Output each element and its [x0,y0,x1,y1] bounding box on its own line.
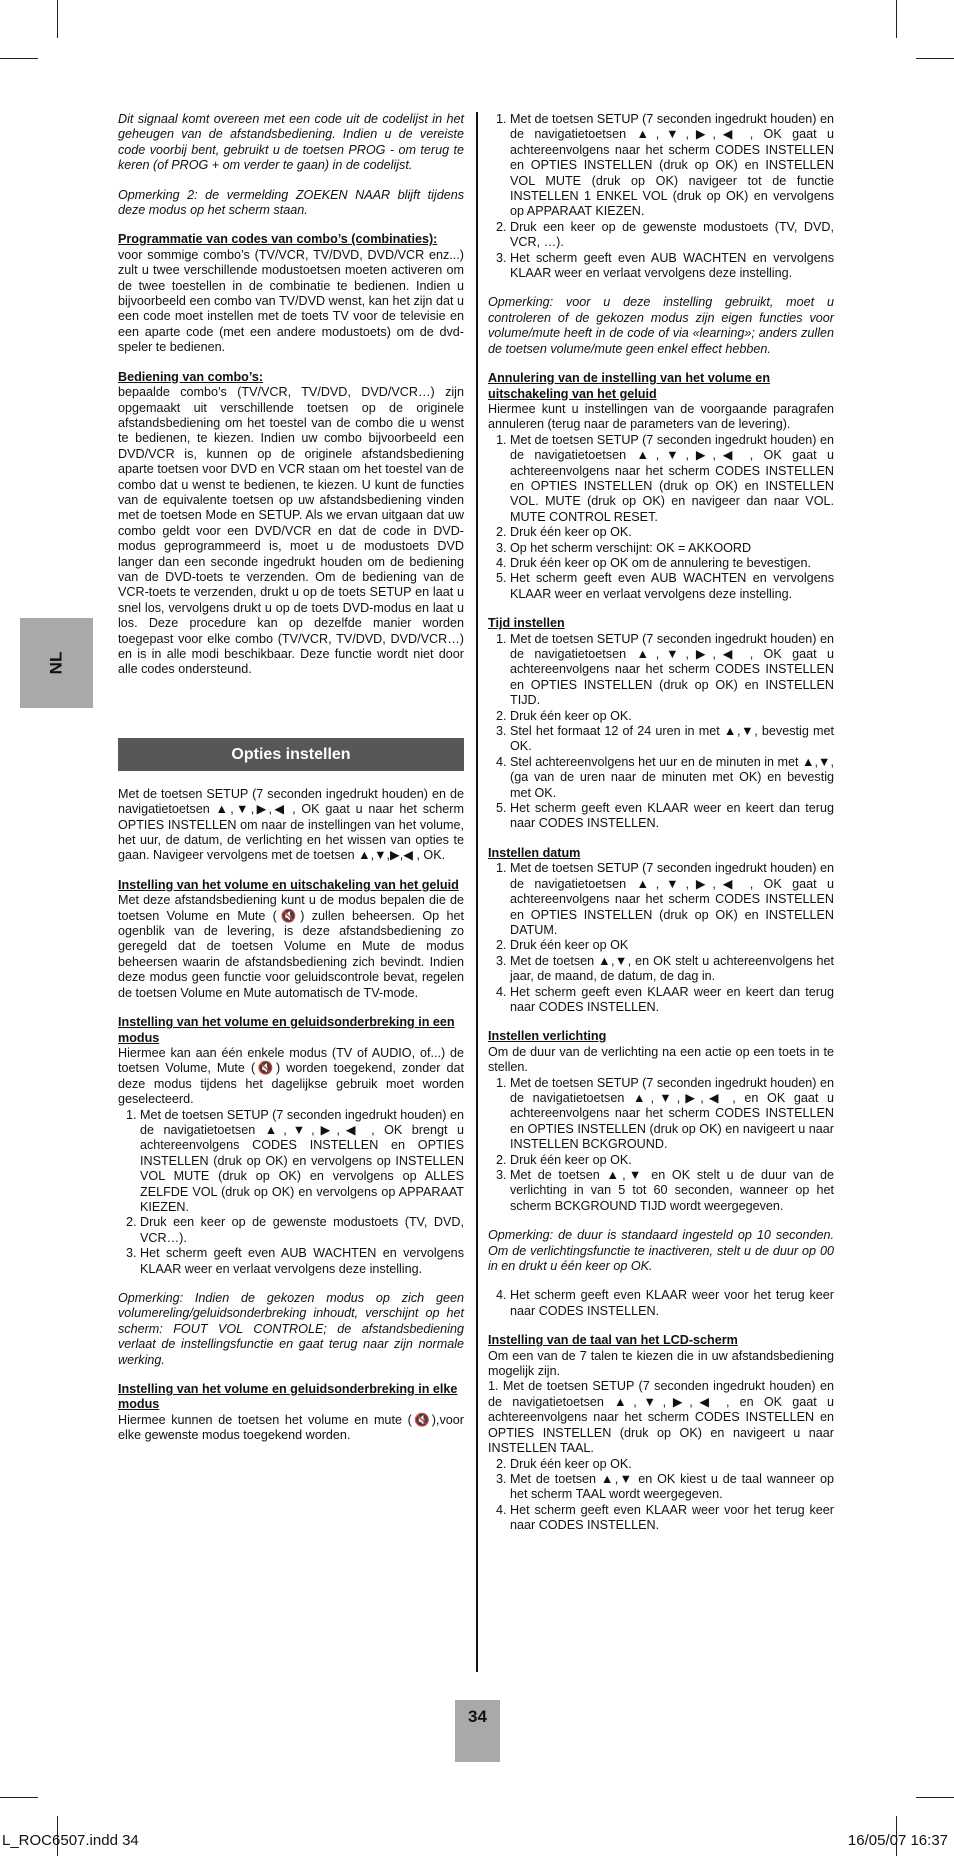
steps-list [488,1076,834,1215]
list-item: 2. Druk één keer op OK. [510,1153,834,1168]
crop-mark [916,1797,954,1798]
steps-list [488,1288,834,1319]
list-item: 3. Het scherm geeft even AUB WACHTEN en vervolgens KLAAR weer en verlaat vervolgens deze instelling. [140,1246,464,1277]
note: Opmerking: voor u deze instelling gebruikt, moet u controleren of de gekozen modus zijn eigen functies voor volume/mute heeft in de code of via «learning»; anders zullen de toetsen volume/mute geen enkel effect hebben. [488,295,834,356]
note: Opmerking 2: de vermelding ZOEKEN NAAR blijft tijdens deze modus op het scherm staan. [118,187,464,218]
list-item: 2. Druk één keer op OK. [510,709,834,724]
list-item: 2. Druk één keer op OK [510,938,834,953]
section-heading: Annulering van de instelling van het volume en uitschakeling van het geluid [488,371,771,401]
list-item: 1. Met de toetsen SETUP (7 seconden ingedrukt houden) en de navigatietoetsen ▲,▼,▶,◀ , OK gaat u achtereenvolgens naar het scherm CODES INSTELLEN en OPTIES INSTELLEN (druk op OK) en INSTELLEN VOL MUTE (druk op OK) navigeer tot de functie INSTELLEN 1 ENKEL VOL (druk op OK) en vervolgens op APPARAAT KIEZEN. [510,112,834,220]
list-item: 1. Met de toetsen SETUP (7 seconden ingedrukt houden) en de navigatietoetsen ▲,▼,▶,◀ , OK brengt u achtereenvolgens CODES INSTELLEN en OPTIES INSTELLEN (druk op OK) en vervolgens op INSTELLEN VOL MUTE (druk op OK) en vervolgens op ALLES ZELFDE VOL (druk op OK) en vervolgens op APPARAAT KIEZEN. [140,1108,464,1216]
crop-mark [916,58,954,59]
list-item: 3. Met de toetsen ▲,▼ en OK kiest u de taal wanneer op het scherm TAAL wordt weergegeven. [510,1472,834,1503]
list-item: 2. Druk één keer op OK. [510,1457,834,1472]
paragraph: Met de toetsen SETUP (7 seconden ingedrukt houden) en de navigatietoetsen ▲,▼,▶,◀ , OK gaat u naar het scherm OPTIES INSTELLEN om naar de instellingen van het volume, het uur, de datum, de verlichting en het wissen van opties te gaan. Navigeer vervolgens met de toetsen ▲,▼,▶,◀ , OK. [118,786,464,863]
paragraph: Dit signaal komt overeen met een code uit de codelijst in het geheugen van de afstandsbediening. Indien u de vereiste code voorbij bent, gebruikt u de toetsen PROG - om terug te keren (of PROG + om verder te gaan) in de codelijst. [118,112,464,173]
list-item: 3. Met de toetsen ▲,▼, en OK stelt u achtereenvolgens het jaar, de maand, de datum, de dag in. [510,954,834,985]
list-item: 2. Druk één keer op OK. [510,525,834,540]
list-item: 2. Druk een keer op de gewenste modustoets (TV, DVD, VCR…). [140,1215,464,1246]
paragraph: 1. Met de toetsen SETUP (7 seconden ingedrukt houden) en de navigatietoetsen ▲,▼,▶,◀ , en OK gaat u achtereenvolgens naar het scherm CODES INSTELLEN en OPTIES INSTELLEN (druk op OK) en navigeert u naar INSTELLEN TAAL. [488,1379,834,1456]
crop-mark [0,1797,38,1798]
list-item: 1. Met de toetsen SETUP (7 seconden ingedrukt houden) en de navigatietoetsen ▲,▼,▶,◀ , OK gaat u achtereenvolgens naar het scherm CODES INSTELLEN en OPTIES INSTELLEN (druk op OK) en INSTELLEN VOL. MUTE (druk op OK) en navigeer dan naar VOL. MUTE CONTROL RESET. [510,433,834,525]
steps-list [488,632,834,832]
paragraph: Om de duur van de verlichting na een actie op een toets in te stellen. [488,1044,834,1075]
crop-mark [0,58,38,59]
right-column [488,112,834,1548]
language-tab [20,618,93,708]
paragraph: Hiermee kunt u instellingen van de voorgaande paragrafen annuleren (terug naar de parameters van de levering). [488,401,834,432]
language-tab-label: NL [46,651,66,675]
paragraph: voor sommige combo’s (TV/VCR, TV/DVD, DVD/VCR enz...) zult u twee verschillende modustoetsen moeten activeren om de twee toestellen in de combinatie te bedienen. Indien u bijvoorbeeld een combo van TV/DVD wenst, kan het zijn dat u een code moet instellen met de toets TV voor de televisie en een aparte code (met een andere modustoets) om de dvd-speler te bedienen. [118,247,464,355]
left-column [118,112,464,1458]
crop-mark [896,0,897,38]
paragraph: bepaalde combo’s (TV/VCR, TV/DVD, DVD/VCR…) zijn opgemaakt uit verschillende toetsen op de originele afstandsbediening om het toestel van de combo die u wenst te bedienen, te kiezen. Indien uw combo bijvoorbeeld een DVD/VCR is, kunnen op de originele afstandsbediening aparte toetsen voor DVD en VCR staan om het toestel van de combo dat u wenst te bedienen, te kiezen. U kunt de functies van de equivalente toetsen op uw afstandsbediening vinden met de toetsen Mode en SETUP. Als we ervan uitgaan dat uw combo geldt voor een DVD/VCR en dat de code in DVD-modus geprogrammeerd is, moet u de modustoets DVD langer dan een seconde ingedrukt houden om de bediening van de DVD-toets te verzenden. Om de bediening van de VCR-toets te verzenden, drukt u op de toets SETUP en laat u snel los, vervolgens drukt u op de toets DVD-modus en laat u los. Deze procedure kan op dezelfde manier worden toegepast voor elke combo (TV/VCR, TV/DVD, DVD/VCR…) en is in alle modi beschikbaar. Deze functie wordt niet door alle codes ondersteund. [118,385,464,677]
section-heading: Instelling van het volume en geluidsonderbreking in elke modus [118,1382,458,1412]
section-heading: Instelling van het volume en uitschakeling van het geluid [118,877,459,892]
list-item: 1. Met de toetsen SETUP (7 seconden ingedrukt houden) en de navigatietoetsen ▲,▼,▶,◀ , en OK gaat u achtereenvolgens naar het scherm CODES INSTELLEN en OPTIES INSTELLEN (druk op OK) en navigeert u naar INSTELLEN BCKGROUND. [510,1076,834,1153]
list-item: 4. Stel achtereenvolgens het uur en de minuten in met ▲,▼, (ga van de uren naar de minuten met OK) en bevestig met OK. [510,755,834,801]
list-item: 3. Op het scherm verschijnt: OK = AKKOORD [510,541,834,556]
section-heading: Instellen datum [488,845,581,860]
list-item: 4. Het scherm geeft even KLAAR weer en keert dan terug naar CODES INSTELLEN. [510,985,834,1016]
section-heading: Tijd instellen [488,616,565,631]
list-item: 3. Met de toetsen ▲,▼ en OK stelt u de duur van de verlichting in van 5 tot 60 seconden, wanneer op het scherm BCKGROUND TIJD wordt weergegeven. [510,1168,834,1214]
note: Opmerking: de duur is standaard ingesteld op 10 seconden. Om de verlichtingsfunctie te inactiveren, stelt u de duur op 00 in en drukt u één keer op OK. [488,1228,834,1274]
steps-list [488,112,834,281]
page-number: 34 [455,1700,500,1762]
section-heading: Programmatie van codes van combo’s (combinaties): [118,232,438,247]
section-heading: Instellen verlichting [488,1029,607,1044]
list-item: 3. Het scherm geeft even AUB WACHTEN en vervolgens KLAAR weer en verlaat vervolgens deze instelling. [510,251,834,282]
paragraph: Met deze afstandsbediening kunt u de modus bepalen die de toetsen Volume en Mute (🔇) zullen beheersen. Op het ogenblik van de levering, is deze afstandsbediening zo geregeld dat de toetsen Volume en Mute de modus beheersen waarin de afstandsbediening zich bevindt. Indien deze modus geen functie voor geluidscontrole bevat, regelen de toetsen Volume en Mute automatisch de TV-mode. [118,893,464,1000]
list-item: 1. Met de toetsen SETUP (7 seconden ingedrukt houden) en de navigatietoetsen ▲,▼,▶,◀ , OK gaat u achtereenvolgens naar het scherm CODES INSTELLEN en OPTIES INSTELLEN (druk op OK) en INSTELLEN TIJD. [510,632,834,709]
list-item: 4. Het scherm geeft even KLAAR weer voor het terug keer naar CODES INSTELLEN. [510,1288,834,1319]
steps-list [488,1457,834,1534]
list-item: 4. Druk één keer op OK om de annulering te bevestigen. [510,556,834,571]
paragraph: Om een van de 7 talen te kiezen die in uw afstandsbediening mogelijk zijn. [488,1348,834,1379]
paragraph: Hiermee kunnen de toetsen het volume en mute (🔇),voor elke gewenste modus toegekend worden. [118,1412,464,1443]
list-item: 4. Het scherm geeft even KLAAR weer voor het terug keer naar CODES INSTELLEN. [510,1503,834,1534]
steps-list [488,433,834,602]
footer-filename: L_ROC6507.indd 34 [2,1832,139,1849]
steps-list [118,1108,464,1277]
section-banner: Opties instellen [118,738,464,771]
column-divider [476,112,478,1672]
section-heading: Instelling van het volume en geluidsonderbreking in een modus [118,1015,455,1045]
note: Opmerking: Indien de gekozen modus op zich geen volumereling/geluidsonderbreking inhoudt, verschijnt op het scherm: FOUT VOL CONTROLE; de afstandsbediening verlaat de instellingsfunctie en gaat terug naar zijn normale werking. [118,1291,464,1367]
list-item: 2. Druk een keer op de gewenste modustoets (TV, DVD, VCR, …). [510,220,834,251]
list-item: 5. Het scherm geeft even KLAAR weer en keert dan terug naar CODES INSTELLEN. [510,801,834,832]
steps-list [488,861,834,1015]
section-heading: Bediening van combo’s: [118,369,264,384]
paragraph: Hiermee kan aan één enkele modus (TV of AUDIO, of...) de toetsen Volume, Mute (🔇) worden toegekend, zonder dat deze modus tijdens het dagelijkse gebruik moet worden geselecteerd. [118,1045,464,1107]
section-heading: Instelling van de taal van het LCD-scherm [488,1333,738,1348]
list-item: 1. Met de toetsen SETUP (7 seconden ingedrukt houden) en de navigatietoetsen ▲,▼,▶,◀ , OK gaat u achtereenvolgens naar het scherm CODES INSTELLEN en OPTIES INSTELLEN (druk op OK) en INSTELLEN DATUM. [510,861,834,938]
footer-date: 16/05/07 16:37 [847,1832,948,1849]
crop-mark [57,0,58,38]
list-item: 5. Het scherm geeft even AUB WACHTEN en vervolgens KLAAR weer en verlaat vervolgens deze instelling. [510,571,834,602]
list-item: 3. Stel het formaat 12 of 24 uren in met ▲,▼, bevestig met OK. [510,724,834,755]
